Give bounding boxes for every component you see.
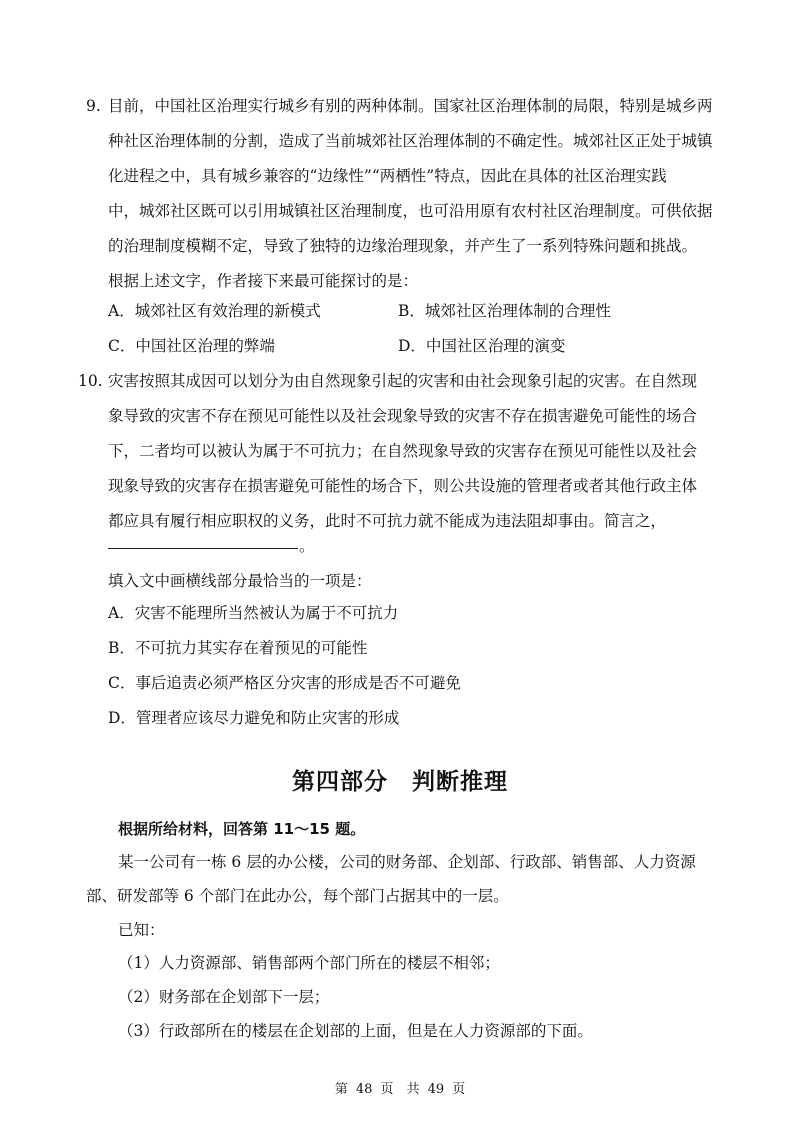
paragraph-line: 下，二者均可以被认为属于不可抗力；在自然现象导致的灾害存在预见可能性以及社会	[108, 442, 698, 460]
option-a: A．城郊社区有效治理的新模式	[108, 302, 321, 320]
option-c: C．中国社区治理的弊端	[108, 337, 275, 355]
question-prompt: 根据上述文字，作者接下来最可能探讨的是：	[108, 272, 419, 290]
option-b: B．城郊社区治理体制的合理性	[398, 302, 611, 320]
paragraph-line: 灾害按照其成因可以划分为由自然现象引起的灾害和由社会现象引起的灾害。在自然现	[108, 372, 698, 390]
paragraph-line: 的治理制度模糊不定，导致了独特的边缘治理现象，并产生了一系列特殊问题和挑战。	[108, 237, 698, 255]
condition-1: （1）人力资源部、销售部两个部门所在的楼层不相邻；	[118, 954, 500, 972]
question-prompt: 填入文中画横线部分最恰当的一项是：	[108, 572, 372, 590]
paragraph-line: 象导致的灾害不存在预见可能性以及社会现象导致的灾害不存在损害避免可能性的场合	[108, 407, 698, 425]
paragraph-line: 中，城郊社区既可以引用城镇社区治理制度，也可沿用原有农村社区治理制度。可供依据	[108, 202, 713, 220]
condition-3: （3）行政部所在的楼层在企划部的上面，但是在人力资源部的下面。	[118, 1022, 593, 1040]
known-label: 已知：	[118, 921, 165, 939]
question-number: 10.	[78, 372, 103, 390]
question-number: 9.	[86, 97, 101, 115]
option-b: B．不可抗力其实存在着预见的可能性	[108, 639, 368, 657]
instruction: 根据所给材料，回答第 11～15 题。	[118, 820, 366, 838]
option-a: A．灾害不能理所当然被认为属于不可抗力	[108, 604, 399, 622]
option-d: D．管理者应该尽力避免和防止灾害的形成	[108, 709, 400, 727]
paragraph-line: 目前，中国社区治理实行城乡有别的两种体制。国家社区治理体制的局限，特别是城乡两	[108, 97, 713, 115]
paragraph-line: 种社区治理体制的分割，造成了当前城郊社区治理体制的不确定性。城郊社区正处于城镇	[108, 132, 713, 150]
material-line: 部、研发部等 6 个部门在此办公，每个部门占据其中的一层。	[86, 887, 509, 905]
page-footer: 第 48 页 共 49 页	[334, 1082, 466, 1097]
material-line: 某一公司有一栋 6 层的办公楼，公司的财务部、企划部、行政部、销售部、人力资源	[118, 853, 696, 871]
fill-in-blank	[108, 548, 298, 549]
paragraph-line: 现象导致的灾害存在损害避免可能性的场合下，则公共设施的管理者或者其他行政主体	[108, 477, 698, 495]
paragraph-line: 都应具有履行相应职权的义务，此时不可抗力就不能成为违法阻却事由。简言之，	[108, 512, 667, 530]
option-c: C．事后追责必须严格区分灾害的形成是否不可避免	[108, 674, 461, 692]
condition-2: （2）财务部在企划部下一层；	[118, 988, 330, 1006]
section-title: 第四部分 判断推理	[292, 769, 508, 795]
option-d: D．中国社区治理的演变	[398, 337, 566, 355]
blank-end-punctuation: 。	[299, 537, 315, 555]
paragraph-line: 化进程之中，具有城乡兼容的“边缘性”“两栖性”特点，因此在具体的社区治理实践	[108, 167, 667, 185]
